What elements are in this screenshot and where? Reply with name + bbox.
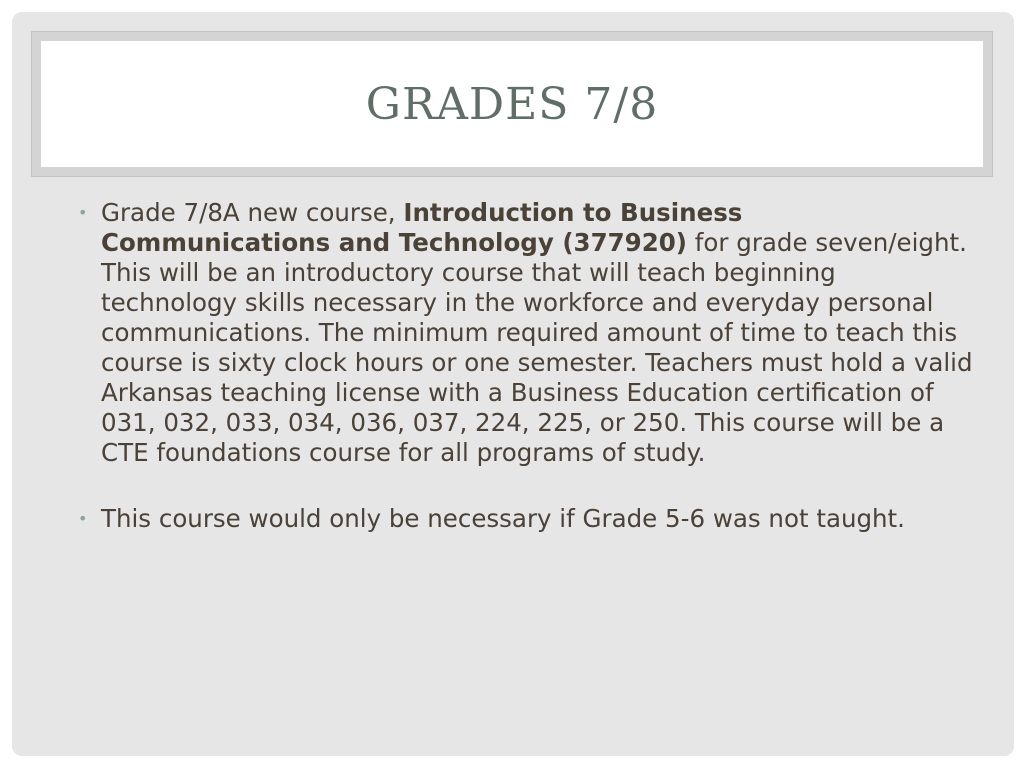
slide-content [76, 198, 976, 570]
slide [12, 12, 1014, 756]
slide-title: GRADES 7/8 [365, 78, 659, 130]
bullet-course-description: for grade seven/eight. This will be an introductory course that will teach beginning technology skills necessary in the workforce and everyday personal communications. The minimum required amount of time to teach this course is sixty clock hours or one semester. Teachers must hold a valid Arkansas teaching license with a Business Education certification of 031, 032, 033, 034, 036, 037, 224, 225, or 250. This course will be a CTE foundations course for all programs of study. [101, 228, 973, 467]
bullet-item-course [76, 198, 976, 468]
title-frame [31, 31, 993, 177]
bullet-course-name: Introduction to Business Communications and Technology (377920) [101, 198, 743, 257]
bullet-course-prefix: Grade 7/8A new course, [101, 198, 404, 227]
bullet-note-text: This course would only be necessary if Grade 5-6 was not taught. [101, 504, 905, 533]
bullet-item-note [76, 504, 976, 534]
title-box [41, 41, 983, 167]
bullet-dot-icon: • [78, 509, 88, 528]
bullet-dot-icon: • [78, 203, 88, 222]
